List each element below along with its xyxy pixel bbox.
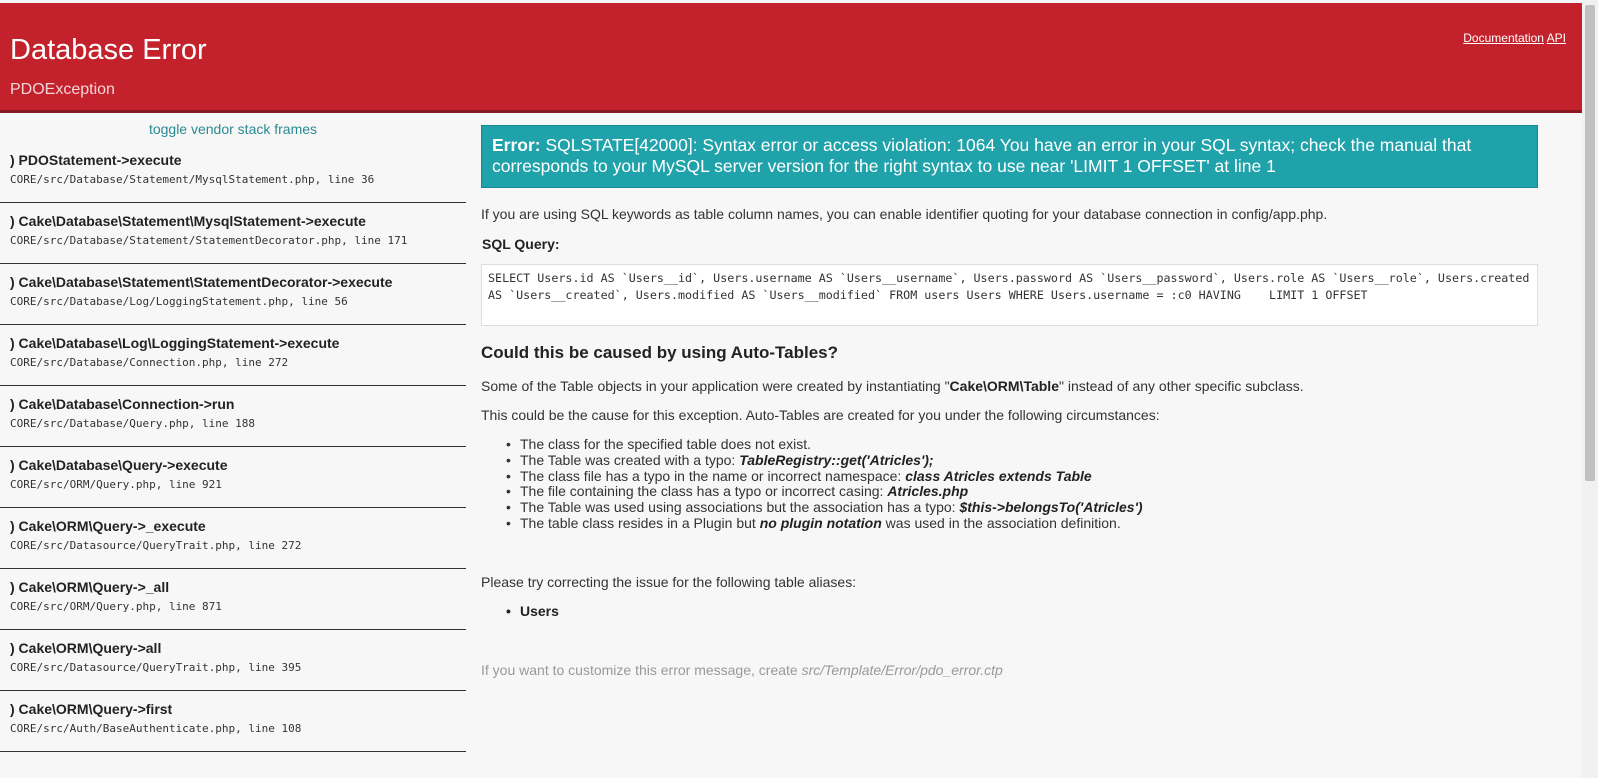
error-message: SQLSTATE[42000]: Syntax error or access violation: 1064 You have an error in your SQL syntax; check the manual that corresponds to your MySQL server version for the right syntax to use near 'LIMIT 1 OFFSET' at line 1 (492, 135, 1472, 176)
item-code: no plugin notation (759, 514, 882, 531)
stack-frame[interactable] (0, 630, 466, 691)
frame-function: ) Cake\Database\Log\LoggingStatement->execute (10, 335, 340, 351)
frame-location: CORE/src/Database/Query.php, line 188 (10, 417, 256, 430)
list-item (520, 484, 1143, 500)
frame-location: CORE/src/ORM/Query.php, line 871 (10, 600, 222, 613)
scrollbar-thumb[interactable] (1585, 5, 1595, 481)
item-code: class Atricles extends Table (905, 467, 1092, 484)
sql-query-label: SQL Query: (482, 236, 560, 252)
api-link[interactable]: API (1546, 31, 1566, 45)
stack-frame[interactable] (0, 325, 466, 386)
item-text: The Table was created with a typo: (520, 451, 740, 468)
error-message-box (481, 125, 1538, 188)
frame-location: CORE/src/ORM/Query.php, line 921 (10, 478, 222, 491)
frame-function: ) PDOStatement->execute (10, 152, 182, 168)
frame-location: CORE/src/Auth/BaseAuthenticate.php, line 108 (10, 722, 302, 735)
vertical-scrollbar[interactable] (1582, 0, 1598, 778)
error-header (0, 3, 1582, 113)
circumstances-list (520, 437, 1143, 532)
item-text: The class file has a typo in the name or incorrect namespace: (520, 467, 906, 484)
toggle-vendor-frames-link[interactable]: toggle vendor stack frames (148, 121, 318, 137)
stack-frame[interactable] (0, 203, 466, 264)
page-title: Database Error (10, 34, 207, 66)
orm-table-class: Cake\ORM\Table (949, 378, 1059, 394)
item-text-after: was used in the association definition. (881, 514, 1121, 531)
item-text: The Table was used using associations but the association has a typo: (520, 499, 960, 516)
list-item (520, 437, 1143, 453)
template-path: src/Template/Error/pdo_error.ctp (801, 662, 1003, 678)
frame-location: CORE/src/Datasource/QueryTrait.php, line 272 (10, 539, 302, 552)
aliases-intro: Please try correcting the issue for the following table aliases: (481, 574, 857, 590)
item-code: Atricles.php (887, 483, 969, 500)
autotables-intro-suffix: " instead of any other specific subclass. (1058, 378, 1304, 394)
stack-frame[interactable] (0, 386, 466, 447)
autotables-heading: Could this be caused by using Auto-Tables? (481, 343, 839, 362)
frame-location: CORE/src/Database/Statement/MysqlStatement.php, line 36 (10, 173, 375, 186)
frame-function: ) Cake\Database\Connection->run (10, 396, 235, 412)
stack-frame[interactable] (0, 508, 466, 569)
frame-location: CORE/src/Database/Connection.php, line 272 (10, 356, 289, 369)
autotables-intro (481, 378, 1304, 394)
item-code: TableRegistry::get('Atricles'); (739, 451, 934, 468)
documentation-link[interactable]: Documentation (1463, 31, 1544, 45)
frame-function: ) Cake\ORM\Query->_execute (10, 518, 206, 534)
frame-function: ) Cake\Database\Query->execute (10, 457, 228, 473)
frame-function: ) Cake\ORM\Query->first (10, 701, 173, 717)
stack-frames-list (0, 142, 466, 752)
frame-location: CORE/src/Database/Statement/StatementDecorator.php, line 171 (10, 234, 408, 247)
stack-frame[interactable] (0, 142, 466, 203)
item-text: The file containing the class has a typo or incorrect casing: (520, 483, 888, 500)
item-text: The class for the specified table does not exist. (520, 436, 812, 452)
frame-function: ) Cake\Database\Statement\StatementDecorator->execute (10, 274, 393, 290)
stack-frame[interactable] (0, 264, 466, 325)
customize-hint-prefix: If you want to customize this error message, create (481, 662, 802, 678)
frame-location: CORE/src/Datasource/QueryTrait.php, line 395 (10, 661, 302, 674)
stack-frame[interactable] (0, 447, 466, 508)
item-code: $this->belongsTo('Atricles') (959, 499, 1143, 516)
stack-trace-sidebar (0, 116, 466, 778)
list-item (520, 453, 1143, 469)
frame-location: CORE/src/Database/Log/LoggingStatement.php, line 56 (10, 295, 348, 308)
frame-function: ) Cake\Database\Statement\MysqlStatement->execute (10, 213, 366, 229)
alias-item: • Users (520, 604, 559, 620)
error-label: Error: (492, 135, 541, 155)
frame-function: ) Cake\ORM\Query->_all (10, 579, 170, 595)
list-item (520, 500, 1143, 516)
exception-class: PDOException (10, 81, 115, 98)
autotables-intro-prefix: Some of the Table objects in your application were created by instantiating " (481, 378, 950, 394)
stack-frame[interactable] (0, 691, 466, 752)
autotables-cause: This could be the cause for this exception. Auto-Tables are created for you under the following circumstances: (481, 407, 1160, 423)
frame-function: ) Cake\ORM\Query->all (10, 640, 162, 656)
item-text: The table class resides in a Plugin but (520, 514, 760, 531)
identifier-quoting-hint: If you are using SQL keywords as table column names, you can enable identifier quoting for your database connection in config/app.php. (481, 206, 1328, 222)
list-item (520, 469, 1143, 485)
aliases-list (520, 604, 559, 620)
header-links (1463, 31, 1566, 45)
customize-hint (481, 662, 1003, 678)
sql-query-block: SELECT Users.id AS `Users__id`, Users.username AS `Users__username`, Users.password AS `Users__password`, Users.role AS `Users__role`, Users.created AS `Users__created`, Users.modified AS `Users__modified` FROM users Users WHERE Users.username = :c0 HAVING LIMIT 1 OFFSET (481, 264, 1538, 326)
stack-frame[interactable] (0, 569, 466, 630)
list-item (520, 516, 1143, 532)
